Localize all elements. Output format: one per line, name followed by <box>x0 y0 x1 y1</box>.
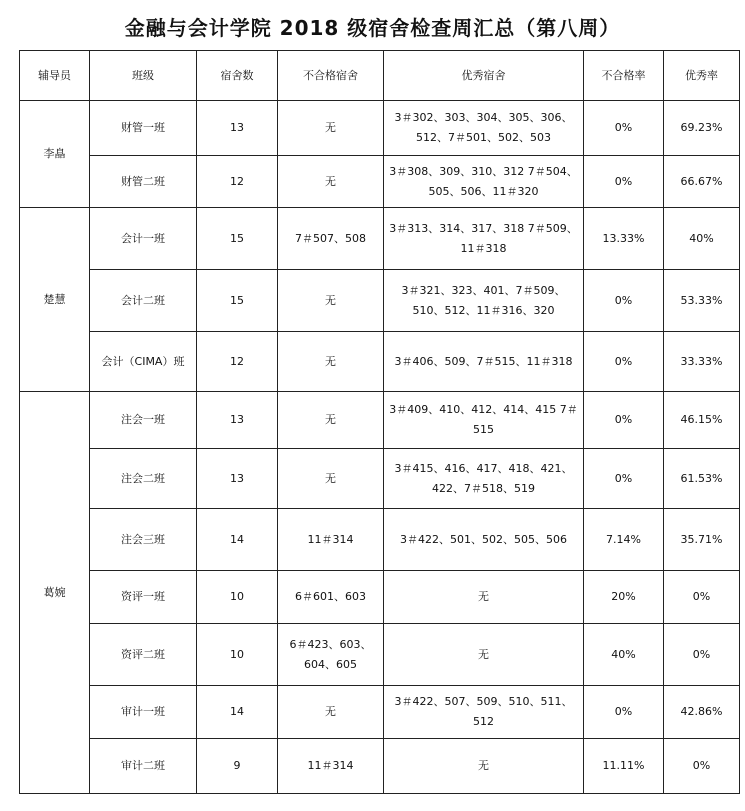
dorm-count-cell: 13 <box>197 101 278 156</box>
dorm-count-cell: 14 <box>197 686 278 739</box>
excellent-dorms-cell: 3＃422、501、502、505、506 <box>384 509 584 571</box>
failed-dorms-cell: 无 <box>278 156 384 208</box>
failed-dorms-cell: 6＃601、603 <box>278 571 384 624</box>
header-counselor: 辅导员 <box>20 51 90 101</box>
header-class: 班级 <box>90 51 197 101</box>
class-cell: 财管一班 <box>90 101 197 156</box>
counselor-cell: 李皛 <box>20 101 90 208</box>
header-dorm-count: 宿舍数 <box>197 51 278 101</box>
excellent-dorms-cell: 3＃406、509、7＃515、11＃318 <box>384 332 584 392</box>
excellent-rate-cell: 66.67% <box>664 156 740 208</box>
excellent-dorms-cell: 3＃409、410、412、414、415 7＃515 <box>384 392 584 449</box>
failed-rate-cell: 0% <box>584 270 664 332</box>
failed-rate-cell: 0% <box>584 156 664 208</box>
dorm-count-cell: 15 <box>197 208 278 270</box>
failed-rate-cell: 0% <box>584 101 664 156</box>
failed-dorms-cell: 11＃314 <box>278 509 384 571</box>
excellent-rate-cell: 0% <box>664 571 740 624</box>
excellent-dorms-cell: 无 <box>384 624 584 686</box>
dormitory-summary-table <box>19 50 740 794</box>
counselor-cell: 葛婉 <box>20 392 90 794</box>
table-row <box>20 571 740 624</box>
excellent-rate-cell: 40% <box>664 208 740 270</box>
dorm-count-cell: 15 <box>197 270 278 332</box>
header-failed-rate: 不合格率 <box>584 51 664 101</box>
failed-rate-cell: 0% <box>584 332 664 392</box>
class-cell: 审计二班 <box>90 739 197 794</box>
dorm-count-cell: 9 <box>197 739 278 794</box>
excellent-dorms-cell: 3＃308、309、310、312 7＃504、505、506、11＃320 <box>384 156 584 208</box>
table-row <box>20 156 740 208</box>
failed-dorms-cell: 无 <box>278 449 384 509</box>
counselor-cell: 楚慧 <box>20 208 90 392</box>
excellent-rate-cell: 33.33% <box>664 332 740 392</box>
table-row <box>20 270 740 332</box>
class-cell: 财管二班 <box>90 156 197 208</box>
dorm-count-cell: 13 <box>197 392 278 449</box>
excellent-rate-cell: 69.23% <box>664 101 740 156</box>
page-title: 金融与会计学院 2018 级宿舍检查周汇总（第八周） <box>124 16 621 40</box>
dorm-count-cell: 12 <box>197 332 278 392</box>
failed-rate-cell: 0% <box>584 392 664 449</box>
dorm-count-cell: 10 <box>197 571 278 624</box>
header-excellent-dorms: 优秀宿舍 <box>384 51 584 101</box>
dorm-count-cell: 12 <box>197 156 278 208</box>
header-row <box>20 51 740 101</box>
class-cell: 注会一班 <box>90 392 197 449</box>
excellent-rate-cell: 35.71% <box>664 509 740 571</box>
dorm-count-cell: 13 <box>197 449 278 509</box>
class-cell: 会计（CIMA）班 <box>90 332 197 392</box>
failed-rate-cell: 11.11% <box>584 739 664 794</box>
table-row <box>20 739 740 794</box>
table-row <box>20 624 740 686</box>
dorm-count-cell: 14 <box>197 509 278 571</box>
failed-dorms-cell: 6＃423、603、604、605 <box>278 624 384 686</box>
excellent-rate-cell: 46.15% <box>664 392 740 449</box>
failed-dorms-cell: 无 <box>278 270 384 332</box>
failed-rate-cell: 40% <box>584 624 664 686</box>
failed-dorms-cell: 11＃314 <box>278 739 384 794</box>
excellent-dorms-cell: 3＃313、314、317、318 7＃509、11＃318 <box>384 208 584 270</box>
table-row <box>20 449 740 509</box>
failed-rate-cell: 20% <box>584 571 664 624</box>
failed-rate-cell: 13.33% <box>584 208 664 270</box>
excellent-dorms-cell: 无 <box>384 739 584 794</box>
class-cell: 资评一班 <box>90 571 197 624</box>
excellent-dorms-cell: 3＃321、323、401、7＃509、510、512、11＃316、320 <box>384 270 584 332</box>
failed-rate-cell: 7.14% <box>584 509 664 571</box>
class-cell: 注会三班 <box>90 509 197 571</box>
table-row <box>20 509 740 571</box>
excellent-rate-cell: 0% <box>664 739 740 794</box>
table-row <box>20 208 740 270</box>
failed-dorms-cell: 无 <box>278 392 384 449</box>
excellent-rate-cell: 61.53% <box>664 449 740 509</box>
failed-rate-cell: 0% <box>584 686 664 739</box>
header-excellent-rate: 优秀率 <box>664 51 740 101</box>
excellent-rate-cell: 0% <box>664 624 740 686</box>
class-cell: 资评二班 <box>90 624 197 686</box>
class-cell: 注会二班 <box>90 449 197 509</box>
header-failed-dorms: 不合格宿舍 <box>278 51 384 101</box>
failed-dorms-cell: 无 <box>278 101 384 156</box>
excellent-rate-cell: 53.33% <box>664 270 740 332</box>
class-cell: 会计二班 <box>90 270 197 332</box>
excellent-dorms-cell: 无 <box>384 571 584 624</box>
class-cell: 会计一班 <box>90 208 197 270</box>
table-row <box>20 332 740 392</box>
class-cell: 审计一班 <box>90 686 197 739</box>
excellent-dorms-cell: 3＃415、416、417、418、421、422、7＃518、519 <box>384 449 584 509</box>
excellent-dorms-cell: 3＃302、303、304、305、306、512、7＃501、502、503 <box>384 101 584 156</box>
failed-dorms-cell: 7＃507、508 <box>278 208 384 270</box>
excellent-dorms-cell: 3＃422、507、509、510、511、512 <box>384 686 584 739</box>
failed-rate-cell: 0% <box>584 449 664 509</box>
table-row <box>20 686 740 739</box>
dorm-count-cell: 10 <box>197 624 278 686</box>
table-row <box>20 392 740 449</box>
table-row <box>20 101 740 156</box>
failed-dorms-cell: 无 <box>278 686 384 739</box>
failed-dorms-cell: 无 <box>278 332 384 392</box>
excellent-rate-cell: 42.86% <box>664 686 740 739</box>
